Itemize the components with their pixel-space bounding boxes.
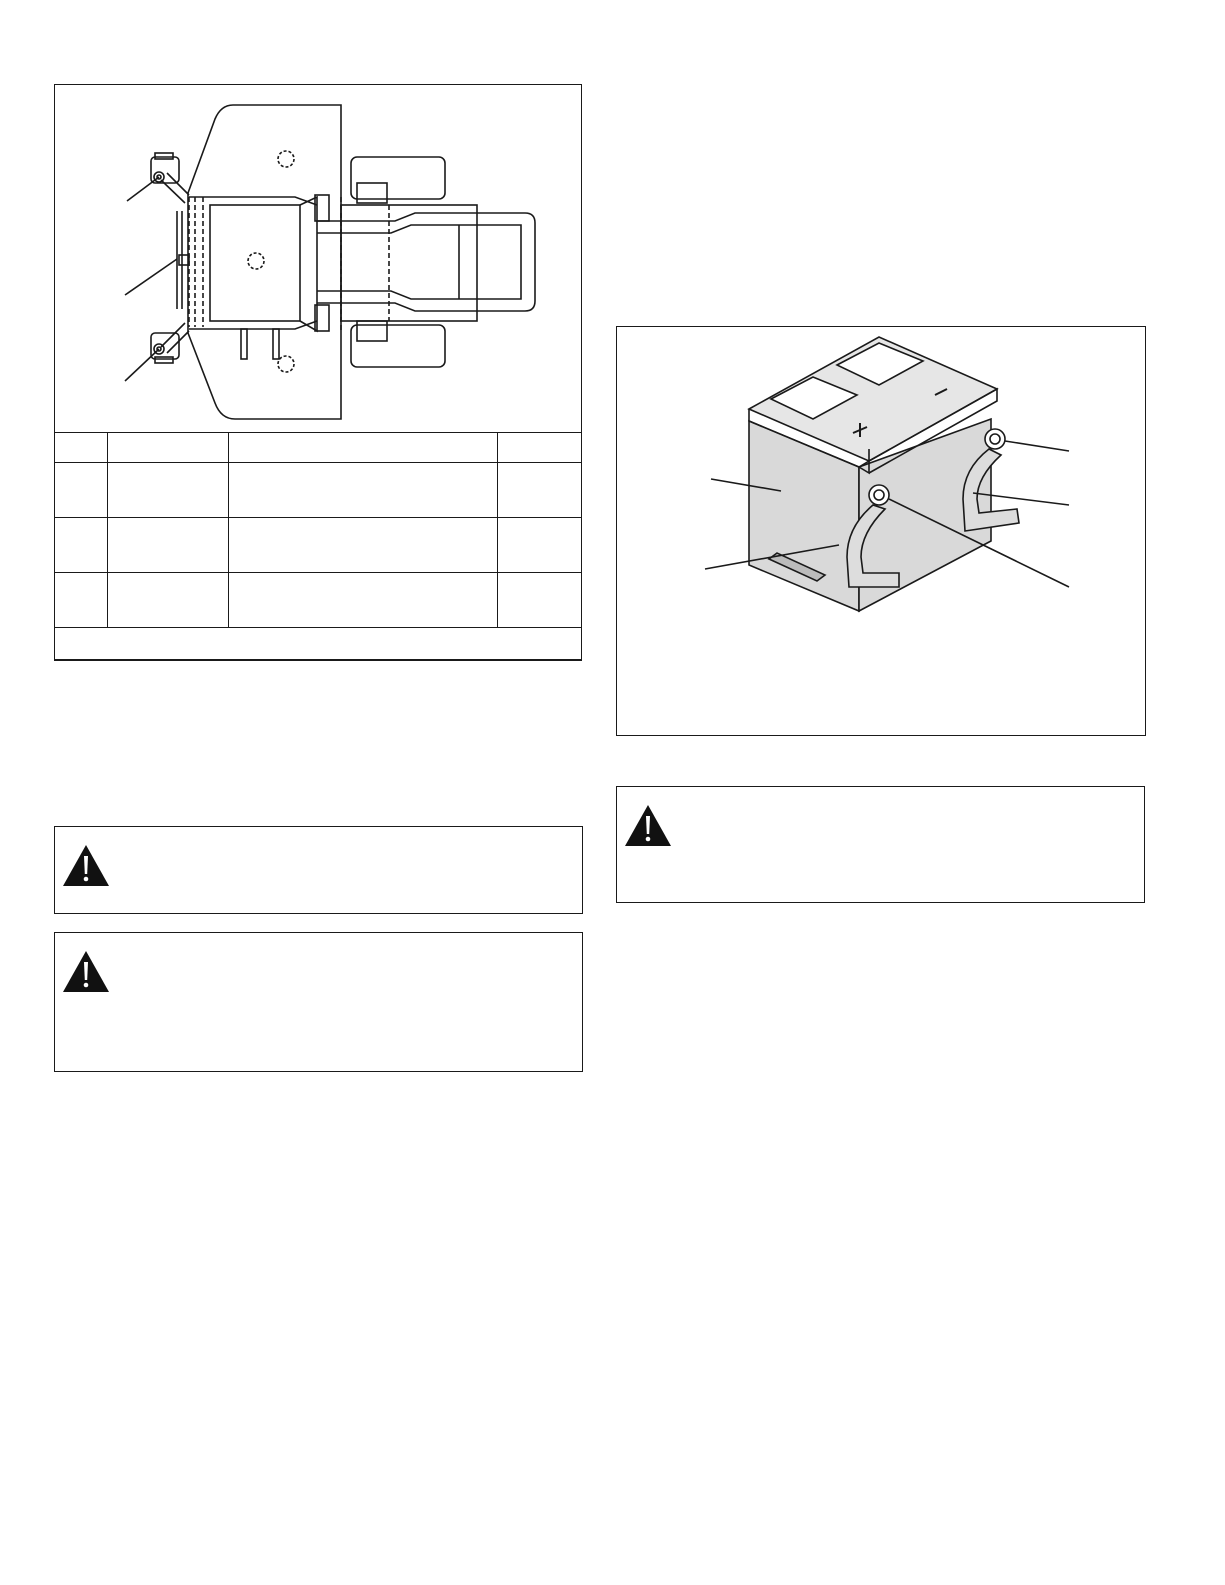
warning-triangle-icon bbox=[623, 803, 673, 848]
battery-drawing bbox=[617, 327, 1145, 735]
callout-leader-3 bbox=[125, 349, 159, 381]
warning-triangle-icon bbox=[61, 949, 111, 994]
front-caster-bottom bbox=[151, 323, 189, 363]
table-row bbox=[55, 463, 582, 518]
table-header-row bbox=[55, 433, 582, 463]
parts-table bbox=[54, 432, 582, 660]
mower-figure-panel bbox=[54, 84, 582, 661]
table-footer-row bbox=[55, 628, 582, 660]
table-row bbox=[55, 518, 582, 573]
spindle-circle bbox=[278, 356, 294, 372]
warning-box bbox=[616, 786, 1145, 903]
warning-box bbox=[54, 826, 583, 914]
callout-leader-1 bbox=[127, 177, 159, 201]
center-housing bbox=[210, 205, 300, 321]
seat-handle bbox=[317, 213, 535, 311]
battery-figure-panel bbox=[616, 326, 1146, 736]
table-row bbox=[55, 573, 582, 628]
warning-box bbox=[54, 932, 583, 1072]
rear-wheel-bottom bbox=[351, 325, 445, 367]
mower-top-view-drawing bbox=[55, 85, 581, 433]
spindle-circle bbox=[248, 253, 264, 269]
rear-wheel-top bbox=[351, 157, 445, 199]
spindle-circle bbox=[278, 151, 294, 167]
callout-leader-2 bbox=[125, 259, 177, 295]
warning-triangle-icon bbox=[61, 843, 111, 888]
callout-leader-terminal-rear bbox=[1005, 441, 1069, 451]
